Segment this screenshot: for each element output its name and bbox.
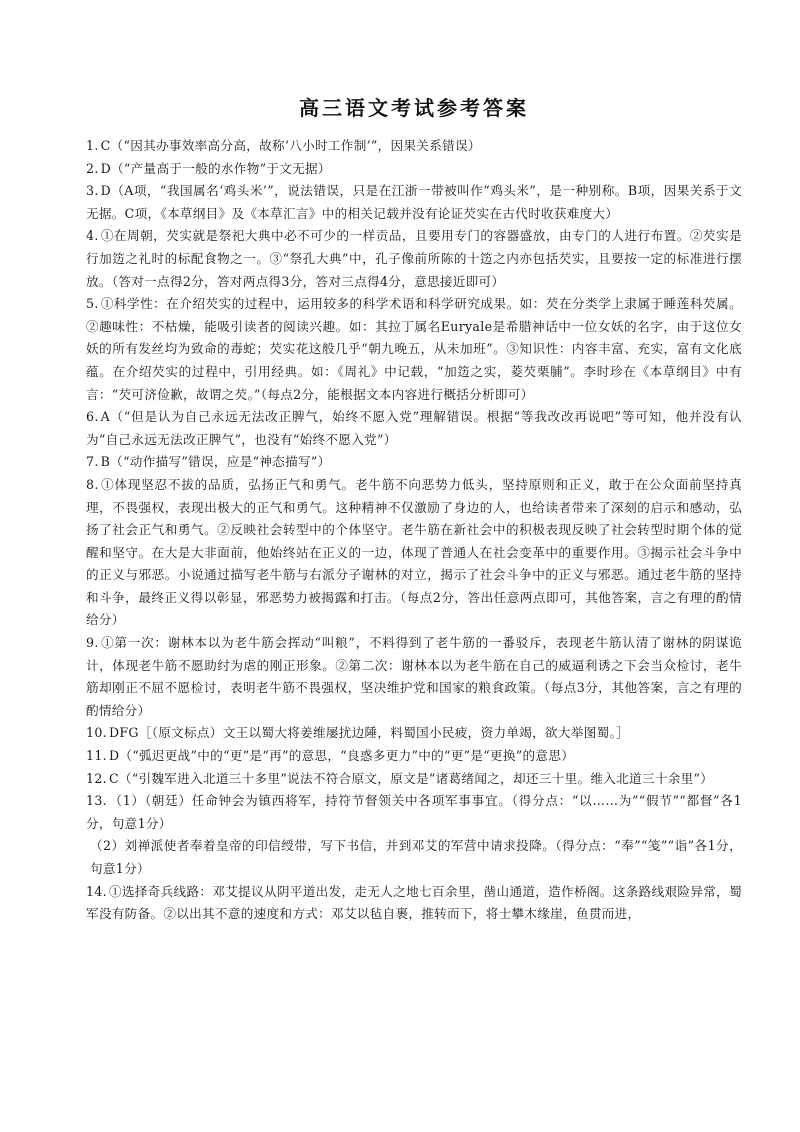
answer-number: 14.: [86, 883, 107, 899]
answer-item-11: [86, 745, 742, 768]
answer-text: B（“动作描写”错误，应是“神态描写”）: [100, 454, 331, 470]
answer-item-8: [86, 474, 742, 632]
answer-number: 12.: [86, 770, 107, 786]
answer-text: D（“弧迟更战”中的“更”是“再”的意思，“良惑多更力”中的“更”是“更换”的意思）: [108, 748, 575, 764]
answer-number: 10.: [86, 725, 107, 741]
answer-text: DFG［（原文标点）文王以蜀大将姜维屡扰边陲，料蜀国小民疲，资力单竭，欲大举图蜀。］: [108, 725, 629, 741]
answer-number: 5.: [86, 296, 99, 312]
answer-text: ①科学性：在介绍芡实的过程中，运用较多的科学术语和科学研究成果。如：芡在分类学上隶属于睡莲科芡属。②趣味性：不枯燥，能吸引读者的阅读兴趣。如：其拉丁属名Euryale是希腊神话中一位女妖的名字，由于这位女妖的所有发丝均为致命的毒蛇；芡实花这般几乎“朝九晚五，从未加班”。③知识性：内容丰富、充实，富有文化底蕴。在介绍芡实的过程中，引用经典。如：《周礼》中记载，“加笾之实，菱芡栗脯”。李时珍在《本草纲目》中有言：“芡可济俭歉，故谓之芡。”（每点2分，能根据文本内容进行概括分析即可）: [86, 296, 742, 402]
answer-text: ①在周朝，芡实就是祭祀大典中必不可少的一样贡品，且要用专门的容器盛放，由专门的人进行布置。②芡实是行加笾之礼时的标配食物之一。③“祭孔大典”中，孔子像前所陈的十笾之内亦包括芡实，且要按一定的标准进行摆放。（答对一点得2分，答对两点得3分，答对三点得4分，意思接近即可）: [86, 228, 742, 289]
answer-text: ①选择奇兵线路：邓艾提议从阴平道出发，走无人之地七百余里，凿山通道，造作桥阁。这条路线艰险异常，蜀军没有防备。②以出其不意的速度和方式：邓艾以毡自裹，推转而下，将士攀木缘崖，鱼贯而进，: [86, 883, 742, 922]
answer-number: 4.: [86, 228, 99, 244]
answer-item-7: [86, 451, 742, 474]
answer-item-2: [86, 158, 742, 181]
answer-number: 13.: [86, 793, 107, 809]
answer-text: C（“引魏军进入北道三十多里”说法不符合原文，原文是“诸葛绪闻之，却还三十里。维入北道三十余里”）: [108, 770, 714, 786]
answer-item-6: [86, 406, 742, 451]
answer-number: 7.: [86, 454, 99, 470]
answer-number: 11.: [86, 748, 107, 764]
answer-number: 9.: [86, 635, 99, 651]
answer-text: ①第一次：谢林本以为老牛筋会挥动“叫粮”，不料得到了老牛筋的一番驳斥，表现老牛筋认清了谢林的阴谋诡计，体现老牛筋不愿助纣为虐的刚正形象。②第二次：谢林本以为老牛筋在自己的威逼利诱之下会当众检讨，老牛筋却刚正不屈不愿检讨，表明老牛筋不畏强权，坚决维护党和国家的粮食政策。（每点3分，其他答案，言之有理的酌情给分）: [86, 635, 742, 718]
answer-text: （1）（朝廷）任命钟会为镇西将军，持符节督领关中各项军事事宜。（得分点：“以……为”“假节”“都督”各1分，句意1分）: [86, 793, 742, 831]
answer-number: 8.: [86, 476, 99, 492]
answer-text: D（“产量高于一般的水作物”于文无据）: [100, 160, 331, 176]
answer-text: A（“但是认为自己永远无法改正脾气，始终不愿入党”理解错误。根据“等我改改再说吧”等可知，他并没有认为“自己永远无法改正脾气”，也没有“始终不愿入党”）: [86, 409, 742, 447]
answer-item-12: [86, 768, 742, 791]
answer-item-13: [86, 790, 742, 835]
answer-list: [86, 135, 742, 926]
answer-item-5: [86, 293, 742, 406]
answer-text: C（“因其办事效率高分高，故称‘八小时工作制’”，因果关系错误）: [100, 138, 481, 153]
answer-item-4: [86, 225, 742, 293]
answer-number: 6.: [86, 409, 99, 425]
answer-number: 2.: [86, 160, 99, 176]
page-title: 高三语文考试参考答案: [299, 96, 529, 120]
answer-text: D（A项，“我国属名‘鸡头米’”，说法错误，只是在江浙一带被叫作“鸡头米”，是一种别称。B项，因果关系于文无据。C项，《本草纲目》及《本草汇言》中的相关记载并没有论证芡实在古代时收获难度大）: [86, 183, 742, 221]
answer-number: 3.: [86, 183, 99, 199]
answer-item-14: [86, 881, 742, 926]
answer-number: 1.: [86, 138, 99, 153]
answer-text: ①体现坚忍不拔的品质，弘扬正气和勇气。老牛筋不向恶势力低头，坚持原则和正义，敢于在公众面前坚持真理，不畏强权，表现出极大的正气和勇气。这种精神不仅激励了身边的人，也给读者带来了深刻的启示和感动，弘扬了社会正气和勇气。②反映社会转型中的个体坚守。老牛筋在新社会中的积极表现反映了社会转型时期个体的觉醒和坚守。在大是大非面前，他始终站在正义的一边，体现了普通人在社会变革中的重要作用。③揭示社会斗争中的正义与邪恶。小说通过描写老牛筋与右派分子谢林的对立，揭示了社会斗争中的正义与邪恶。通过老牛筋的坚持和斗争，最终正义得以彰显，邪恶势力被揭露和打击。（每点2分，答出任意两点即可，其他答案，言之有理的酌情给分）: [86, 476, 742, 628]
answer-item-1: [86, 135, 742, 158]
answer-item-13-part-2: （2）刘禅派使者奉着皇帝的印信绶带，写下书信，并到邓艾的军营中请求投降。（得分点：“奉”“笺”“诣”各1分，句意1分）: [90, 838, 742, 876]
answer-item-10: [86, 722, 742, 745]
answer-item-3: [86, 180, 742, 225]
answer-item-9: [86, 632, 742, 722]
